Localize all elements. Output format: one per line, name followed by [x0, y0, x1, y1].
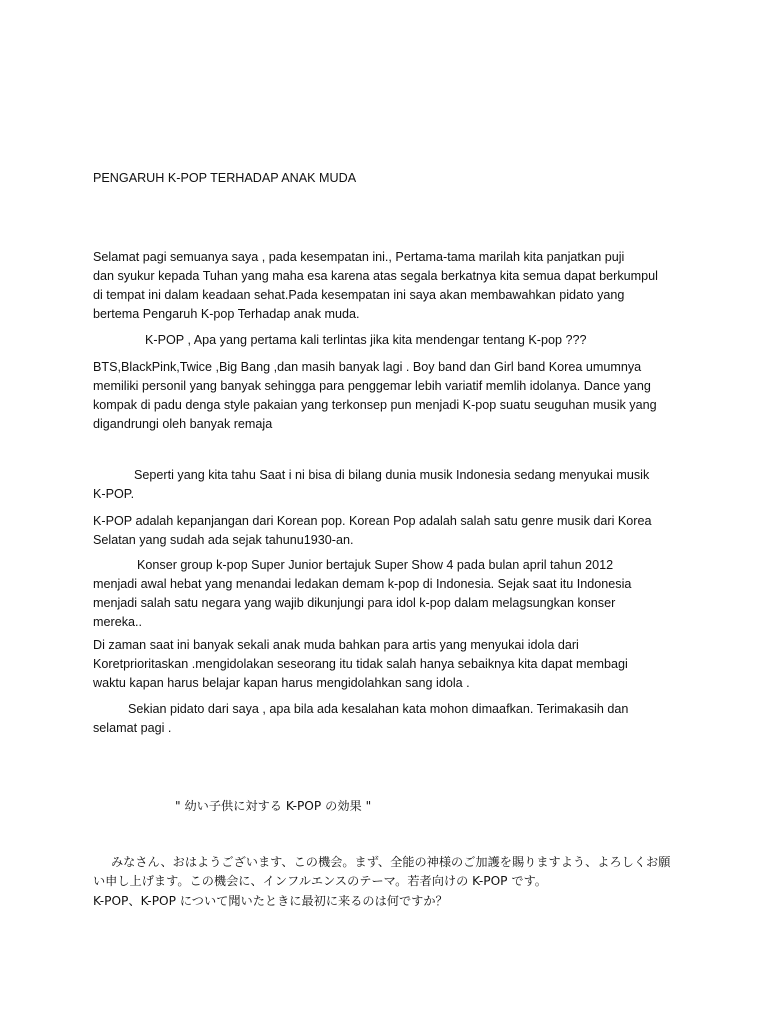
title-text: PENGARUH K-POP TERHADAP ANAK MUDA: [93, 171, 357, 185]
paragraph-era: [93, 636, 693, 693]
text-line: Koretprioritaskan .mengidolakan seseorang itu tidak salah hanya sebaiknya kita dapat membagi: [93, 657, 628, 671]
text-line: waktu kapan harus belajar kapan harus mengidolahkan sang idola .: [93, 676, 470, 690]
paragraph-question: [93, 331, 745, 350]
paragraph-jp-question: [93, 892, 693, 911]
text-line: bertema Pengaruh K-pop Terhadap anak muda.: [93, 307, 360, 321]
text-line: memiliki personil yang banyak sehingga para penggemar lebih variatif memlih idolanya. Dance yang: [93, 379, 651, 393]
text-line: digandrungi oleh banyak remaja: [93, 417, 273, 431]
text-line: みなさん、おはようございます、この機会。まず、全能の神様のご加護を賜りますよう、よろしくお願: [111, 855, 671, 869]
text-line: selamat pagi .: [93, 721, 172, 735]
jp-title-text: " 幼い子供に対する K-POP の効果 ": [175, 799, 372, 813]
paragraph-jp-intro: [93, 853, 693, 891]
text-line: menjadi awal hebat yang menandai ledakan demam k-pop di Indonesia. Sejak saat itu Indonesia: [93, 577, 632, 591]
paragraph-bands: [93, 358, 693, 434]
text-line: K-POP , Apa yang pertama kali terlintas jika kita mendengar tentang K-pop ???: [145, 333, 587, 347]
paragraph-intro: [93, 248, 693, 324]
text-line: dan syukur kepada Tuhan yang maha esa karena atas segala berkatnya kita semua dapat berkumpul: [93, 269, 658, 283]
text-line: K-POP.: [93, 487, 135, 501]
text-line: Sekian pidato dari saya , apa bila ada kesalahan kata mohon dimaafkan. Terimakasih dan: [128, 702, 629, 716]
paragraph-indonesia: [93, 466, 693, 504]
text-line: mereka..: [93, 615, 142, 629]
text-line: BTS,BlackPink,Twice ,Big Bang ,dan masih banyak lagi . Boy band dan Girl band Korea umumnya: [93, 360, 642, 374]
text-line: kompak di padu denga style pakaian yang terkonsep pun menjadi K-pop suatu seuguhan musik yang: [93, 398, 657, 412]
text-line: menjadi salah satu negara yang wajib dikunjungi para idol k-pop dalam melagsungkan konser: [93, 596, 616, 610]
text-line: di tempat ini dalam keadaan sehat.Pada kesempatan ini saya akan membawahkan pidato yang: [93, 288, 625, 302]
paragraph-concert: [93, 556, 693, 632]
text-line: K-POP adalah kepanjangan dari Korean pop. Korean Pop adalah salah satu genre musik dari Korea: [93, 514, 652, 528]
text-line: K-POP、K-POP について聞いたときに最初に来るのは何ですか？: [93, 894, 448, 908]
jp-title: [93, 797, 768, 816]
document-title: [93, 169, 693, 188]
text-line: い申し上げます。この機会に、インフルエンスのテーマ。若者向けの K-POP です。: [93, 874, 547, 888]
text-line: Selatan yang sudah ada sejak tahunu1930-an.: [93, 533, 354, 547]
text-line: Selamat pagi semuanya saya , pada kesempatan ini., Pertama-tama marilah kita panjatkan puji: [93, 250, 625, 264]
text-line: Di zaman saat ini banyak sekali anak muda bahkan para artis yang menyukai idola dari: [93, 638, 579, 652]
paragraph-closing: [93, 700, 693, 738]
paragraph-definition: [93, 512, 693, 550]
text-line: Konser group k-pop Super Junior bertajuk Super Show 4 pada bulan april tahun 2012: [137, 558, 614, 572]
text-line: Seperti yang kita tahu Saat i ni bisa di bilang dunia musik Indonesia sedang menyukai musik: [134, 468, 650, 482]
